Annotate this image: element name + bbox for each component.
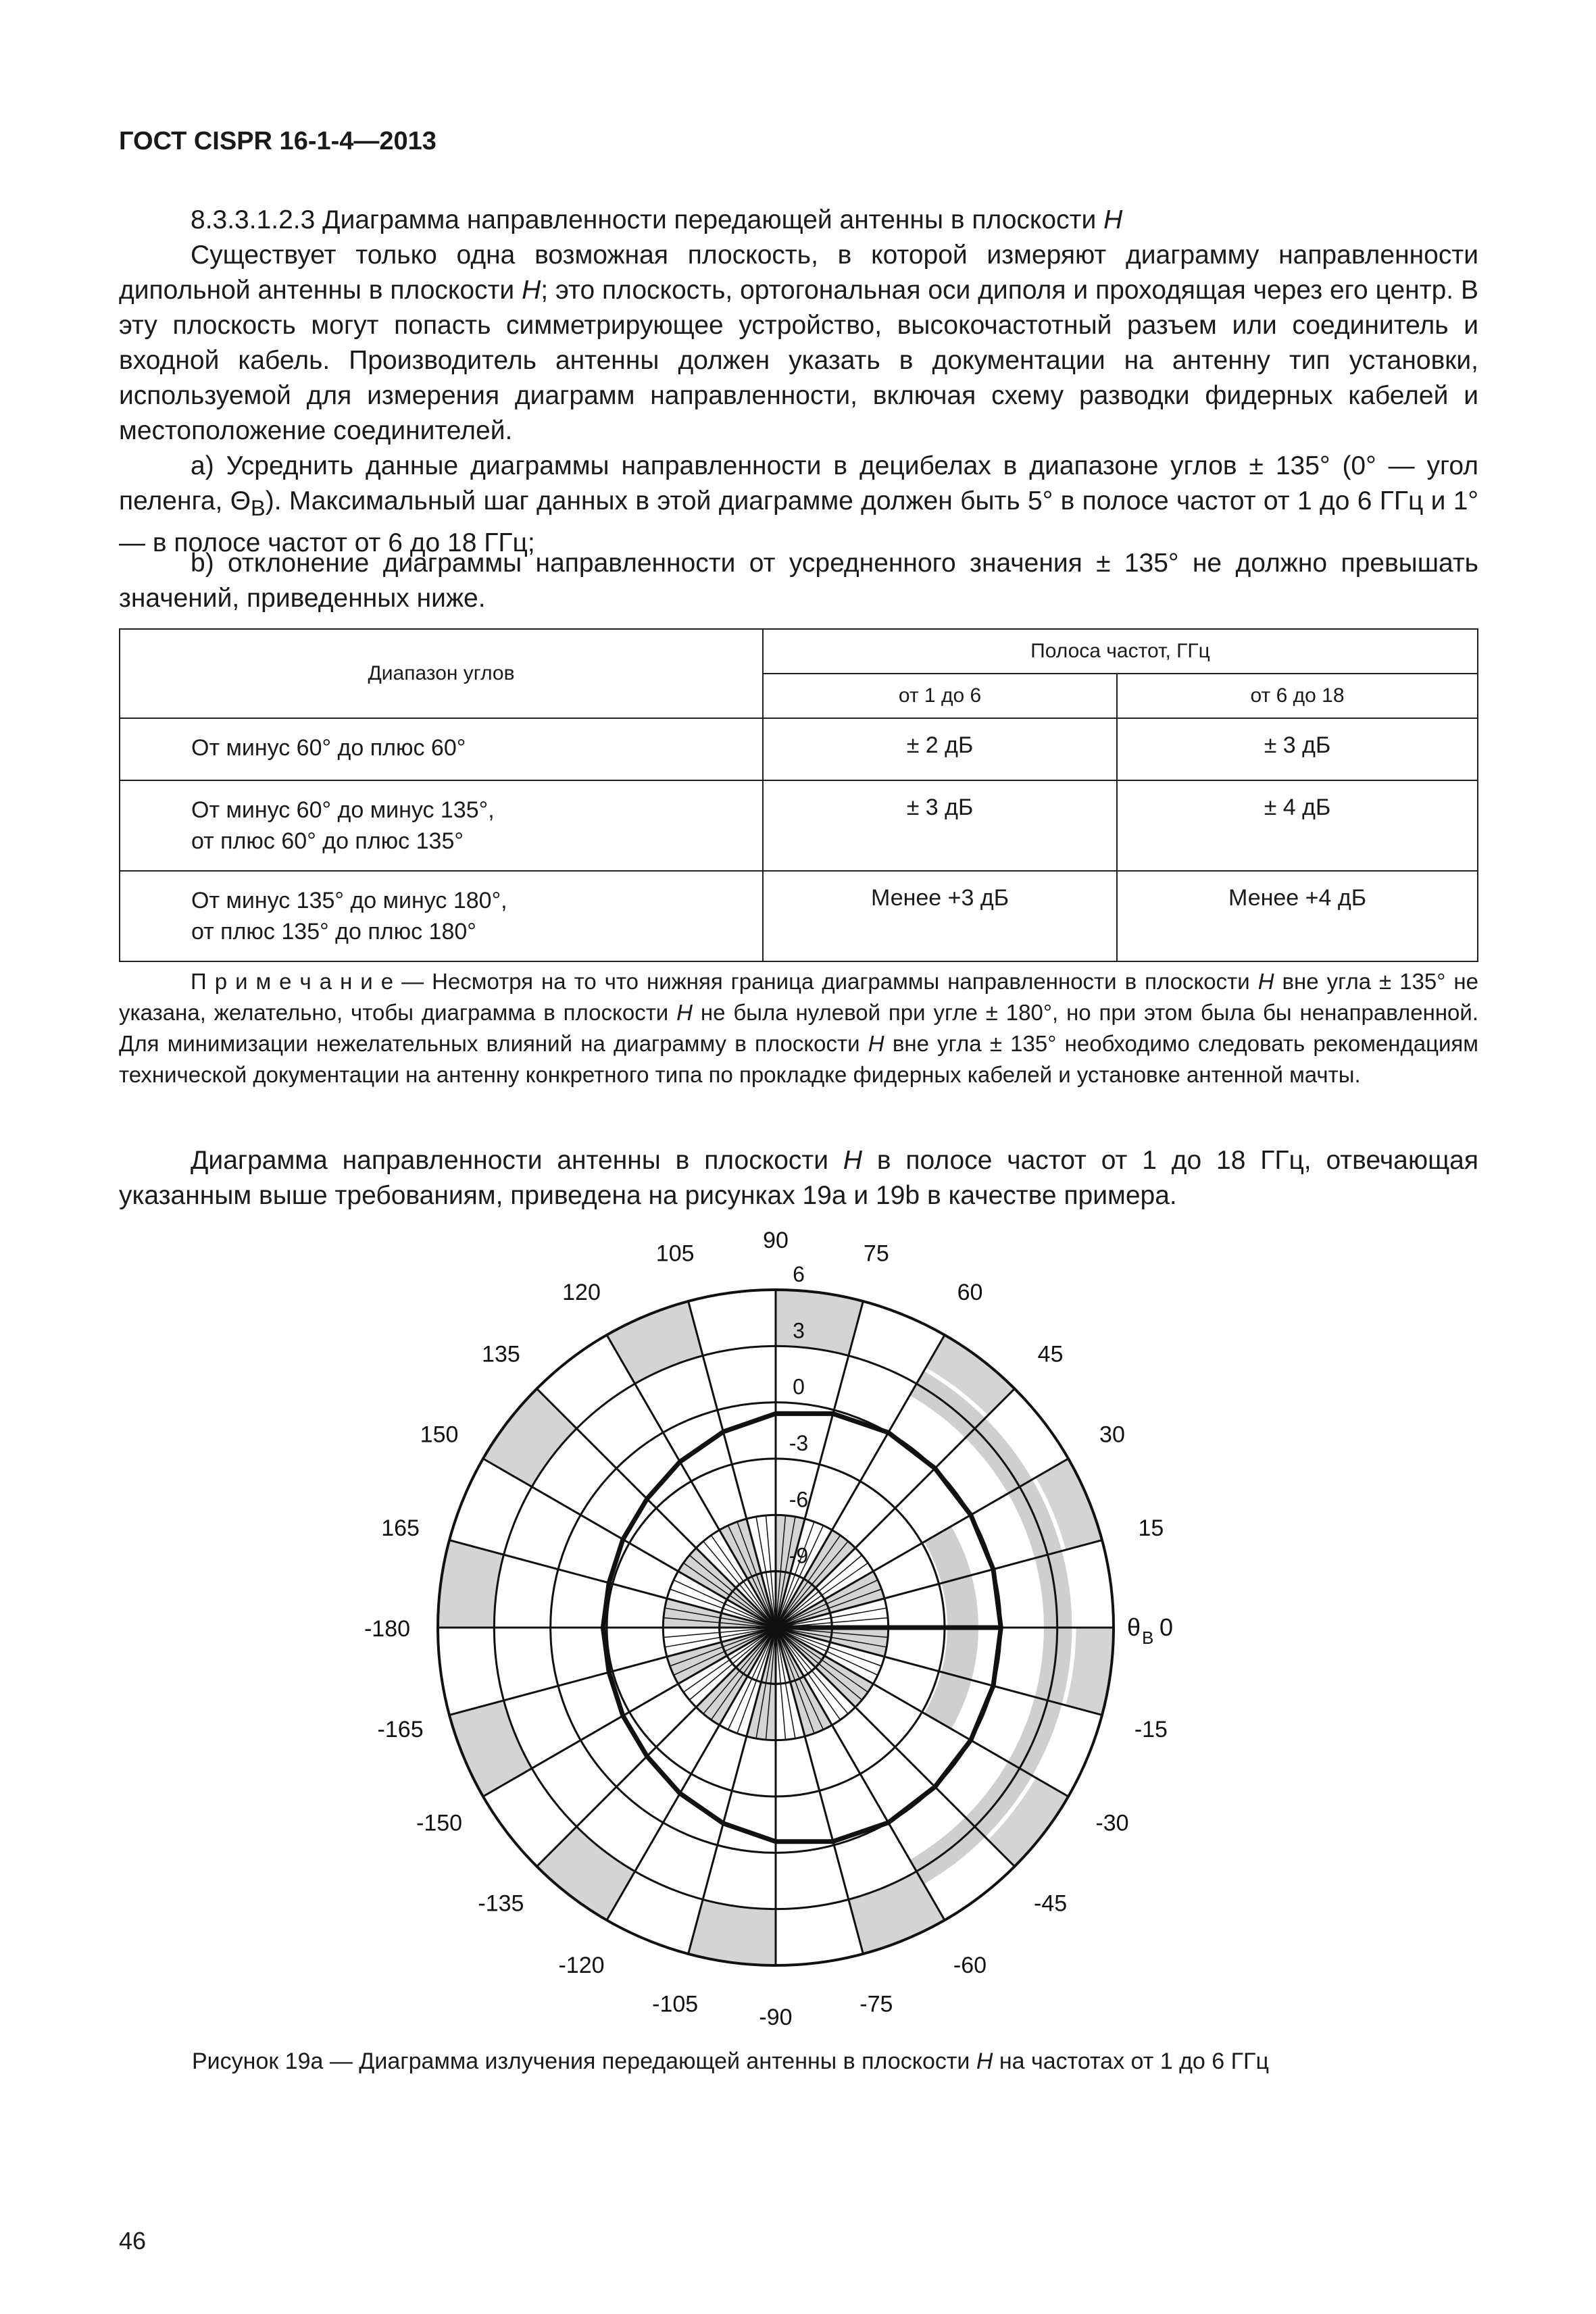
angle-label: -60: [953, 1952, 987, 1978]
table-subheader-2: от 6 до 18: [1117, 674, 1478, 718]
caption-italic: H: [976, 2048, 993, 2074]
paragraph-3: [119, 546, 1478, 616]
row-label-line: от плюс 60° до плюс 135°: [191, 828, 464, 854]
angle-label: 150: [420, 1422, 459, 1448]
angle-label: -120: [558, 1952, 605, 1978]
note-italic-1: H: [1257, 969, 1274, 994]
angle-label: -90: [759, 2005, 793, 2027]
note-text-d: вне угла ± 135° необходимо следовать рекомендациям технической документации на антенну конкретного типа по прокладке фидерных кабелей и установке антенной мачты.: [119, 1031, 1478, 1087]
row-label: [120, 871, 763, 961]
paragraph-2-sub: B: [251, 495, 266, 520]
angle-label: -165: [377, 1716, 424, 1742]
radial-label: 6: [793, 1262, 805, 1286]
caption-a: Рисунок 19а — Диаграмма излучения передающей антенны в плоскости: [192, 2048, 976, 2074]
paragraph-4: [119, 1143, 1478, 1213]
paragraph-2: [119, 449, 1478, 561]
heading-number: 8.3.3.1.2.3: [191, 205, 316, 234]
angle-label: 15: [1138, 1515, 1164, 1542]
angle-label: 75: [863, 1240, 889, 1267]
document-header: ГОСТ CISPR 16-1-4—2013: [119, 127, 437, 155]
row-value-1: ± 3 дБ: [763, 780, 1117, 871]
note-italic-3: H: [868, 1031, 884, 1056]
heading-text: Диаграмма направленности передающей антенны в плоскости: [322, 205, 1097, 234]
theta-zero-label: 0: [1159, 1613, 1174, 1641]
row-label-line: От минус 135° до минус 180°,: [191, 888, 507, 913]
angle-label: -105: [652, 1991, 699, 2017]
table-row: [120, 718, 1478, 780]
angle-label: -30: [1095, 1810, 1129, 1836]
paragraph-1: [119, 238, 1478, 449]
paragraph-1-b: ; это плоскость, ортогональная оси диполя и проходящая через его центр. В эту плоскость могут попасть симметрирующее устройство, высокочастотный разъем или соединитель и входной кабель. Производитель антенны должен указать в документации на антенну тип установки, используемой для измерения диаграмм направленности, включая схему разводки фидерных кабелей и местоположение соединителей.: [119, 276, 1478, 445]
paragraph-2-a: a) Усреднить данные диаграммы направленности в децибелах в диапазоне углов ± 135° (0° — угол пеленга, Θ: [119, 451, 1478, 515]
row-label: [120, 718, 763, 780]
note-text-a: — Несмотря на то что нижняя граница диаграммы направленности в плоскости: [393, 969, 1258, 994]
radial-label: -3: [789, 1431, 809, 1455]
paragraph-1-italic: H: [522, 276, 541, 305]
page-number: 46: [119, 2227, 147, 2255]
paragraph-2-b: ). Максимальный шаг данных в этой диаграмме должен быть 5° в полосе частот от 1 до 6 ГГц и 1° — в полосе частот от 6 до 18 ГГц;: [119, 486, 1478, 557]
row-value-1: Менее +3 дБ: [763, 871, 1117, 961]
paragraph-4-italic: H: [843, 1146, 863, 1175]
angle-label: 135: [482, 1341, 520, 1367]
table-row: [120, 780, 1478, 871]
angle-label: 30: [1099, 1422, 1125, 1448]
angle-label: -135: [478, 1890, 524, 1917]
angle-label: -75: [859, 1991, 893, 2017]
angle-label: 120: [562, 1280, 601, 1306]
table-subheader-1: от 1 до 6: [763, 674, 1117, 718]
table-row: [120, 871, 1478, 961]
angle-label: -180: [364, 1616, 411, 1642]
row-label-line: от плюс 135° до плюс 180°: [191, 919, 476, 945]
table-header-band: Полоса частот, ГГц: [763, 629, 1478, 674]
radial-label: 0: [793, 1374, 805, 1399]
row-label-line: От минус 60° до плюс 60°: [191, 735, 466, 761]
angle-label: 90: [763, 1228, 789, 1253]
note-text-c: не была нулевой при угле ± 180°, но при этом была бы ненаправленной. Для минимизации нежелательных влияний на диаграмму в плоскости: [119, 1000, 1479, 1056]
row-value-2: ± 4 дБ: [1117, 780, 1478, 871]
note-italic-2: H: [676, 1000, 693, 1025]
angle-label: -150: [416, 1810, 463, 1836]
theta-label: θ: [1127, 1613, 1141, 1641]
polar-chart: [0, 1216, 1596, 2027]
row-value-2: ± 3 дБ: [1117, 718, 1478, 780]
caption-b: на частотах от 1 до 6 ГГц: [993, 2048, 1269, 2074]
theta-sub-label: B: [1142, 1628, 1154, 1648]
angle-label: 105: [655, 1240, 695, 1267]
radial-label: -6: [789, 1487, 809, 1512]
note: [119, 966, 1478, 1090]
angle-label: -15: [1134, 1716, 1168, 1742]
row-label-line: От минус 60° до минус 135°,: [191, 797, 495, 823]
table-header-angle: Диапазон углов: [120, 629, 763, 718]
angle-label: 165: [381, 1515, 420, 1542]
paragraph-1-a: Существует только одна возможная плоскость, в которой измеряют диаграмму направленности дипольной антенны в плоскости: [119, 241, 1478, 305]
radial-label: -9: [789, 1543, 809, 1568]
paragraph-4-a: Диаграмма направленности антенны в плоскости: [191, 1146, 843, 1175]
row-label: [120, 780, 763, 871]
row-value-1: ± 2 дБ: [763, 718, 1117, 780]
note-label: П р и м е ч а н и е: [191, 969, 394, 994]
angle-label: 60: [957, 1280, 983, 1306]
requirements-table: [119, 628, 1478, 962]
section-heading: [119, 203, 1478, 238]
row-value-2: Менее +4 дБ: [1117, 871, 1478, 961]
angle-label: -45: [1034, 1890, 1068, 1917]
note-text-b: вне угла ± 135° не указана, желательно, чтобы диаграмма в плоскости: [119, 969, 1478, 1025]
heading-italic: H: [1103, 205, 1123, 234]
paragraph-3-text: b) отклонение диаграммы направленности от усредненного значения ± 135° не должно превышать значений, приведенных ниже.: [119, 549, 1478, 613]
paragraph-4-b: в полосе частот от 1 до 18 ГГц, отвечающая указанным выше требованиям, приведена на рисунках 19а и 19b в качестве примера.: [119, 1146, 1478, 1210]
angle-label: 45: [1037, 1341, 1064, 1367]
radial-label: 3: [793, 1318, 805, 1343]
figure-caption: [192, 2048, 1269, 2075]
